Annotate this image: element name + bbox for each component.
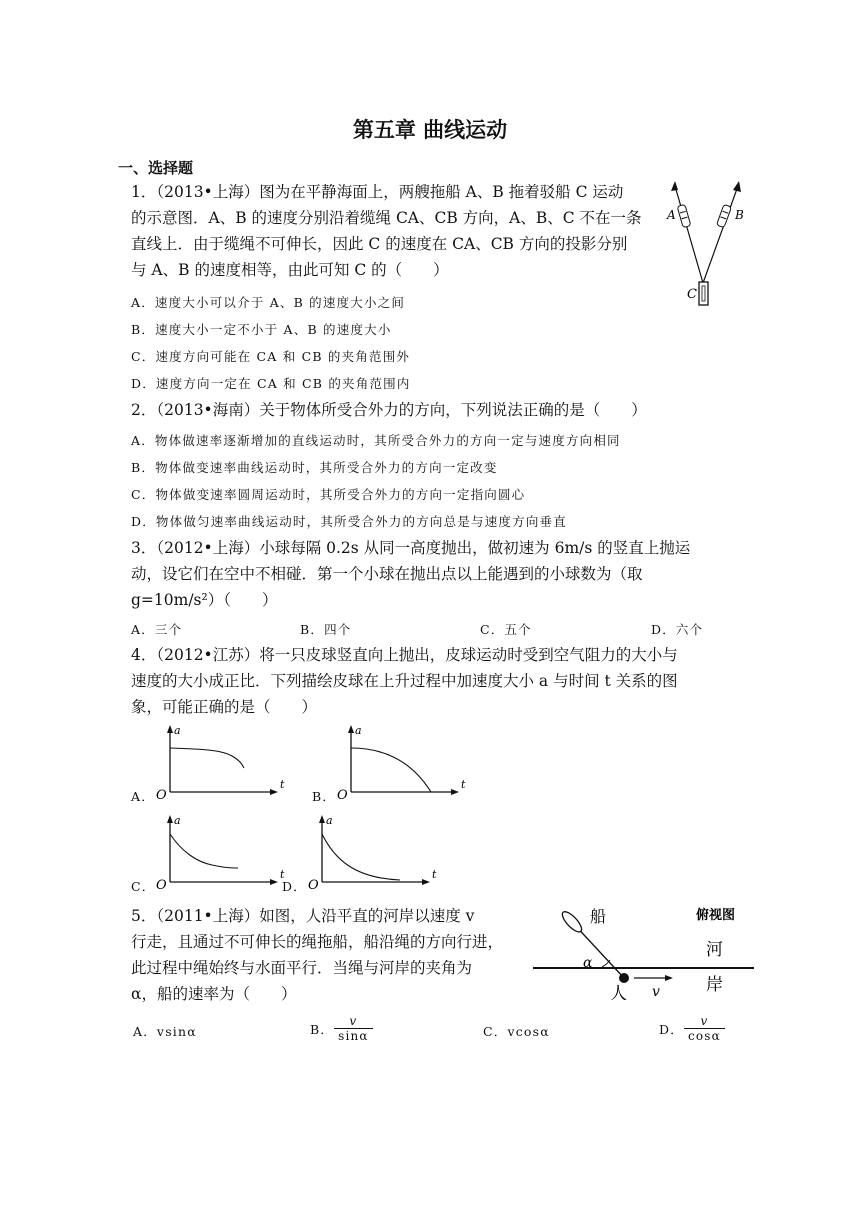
- q4-graph-b: [333, 720, 473, 804]
- q1-stem-line-1: 1．（2013•上海）图为在平静海面上，两艘拖船 A、B 拖着驳船 C 运动: [131, 183, 624, 201]
- q2-option-a: A．物体做速率逐渐增加的直线运动时，其所受合外力的方向一定与速度方向相同: [131, 433, 621, 448]
- q1-stem-line-4: 与 A、B 的速度相等，由此可知 C 的（ ）: [131, 261, 449, 279]
- graph-c-origin: O: [156, 878, 167, 893]
- q3-option-b: B．四个: [300, 622, 352, 637]
- velocity-label: v: [652, 984, 660, 1000]
- q1-stem-line-3: 直线上．由于缆绳不可伸长，因此 C 的速度在 CA、CB 方向的投影分别: [131, 235, 628, 253]
- label-a: A: [667, 208, 676, 222]
- q5-option-d-numerator: v: [700, 1014, 709, 1028]
- q2-option-c: C．物体做变速率圆周运动时，其所受合外力的方向一定指向圆心: [131, 487, 526, 502]
- boat: [559, 909, 584, 935]
- q1-option-c: C．速度方向可能在 CA 和 CB 的夹角范围外: [131, 349, 411, 364]
- q1-tugboat-figure: [660, 178, 760, 310]
- q1-stem-line-2: 的示意图．A、B 的速度分别沿着缆绳 CA、CB 方向，A、B、C 不在一条: [131, 209, 642, 227]
- q4-graph-d: [300, 810, 450, 894]
- q3-stem-line-1: 3．（2012•上海）小球每隔 0.2s 从同一高度抛出，做初速为 6m/s 的竖直上抛运: [131, 539, 691, 557]
- river-label: 河: [706, 940, 723, 960]
- q3-stem-line-2: 动，设它们在空中不相碰．第一个小球在抛出点以上能遇到的小球数为（取: [131, 565, 643, 583]
- graph-d-origin: O: [308, 878, 319, 893]
- q1-option-d: D．速度方向一定在 CA 和 CB 的夹角范围内: [131, 376, 411, 391]
- tugboat-b: [716, 204, 731, 227]
- q5-option-d-denominator: cosα: [684, 1028, 725, 1043]
- q3-option-d: D．六个: [651, 622, 704, 637]
- graph-c-y-label: a: [174, 814, 181, 827]
- barge-c: [699, 282, 708, 305]
- page-title: 第五章 曲线运动: [352, 118, 508, 142]
- q2-option-d: D．物体做匀速率曲线运动时，其所受合外力的方向总是与速度方向垂直: [131, 514, 567, 529]
- q5-option-d: [659, 1014, 725, 1043]
- q5-stem-line-1: 5．（2011•上海）如图，人沿平直的河岸以速度 v: [131, 907, 475, 925]
- bank-label: 岸: [706, 975, 723, 995]
- q1-option-a: A．速度大小可以介于 A、B 的速度大小之间: [131, 295, 406, 310]
- q5-option-d-letter: D．: [659, 1021, 684, 1037]
- q1-option-b: B．速度大小一定不小于 A、B 的速度大小: [131, 322, 392, 337]
- q3-option-a: A．三个: [131, 622, 183, 637]
- q5-stem-line-4: α，船的速率为（ ）: [131, 985, 297, 1003]
- angle-label: α: [583, 955, 593, 971]
- q4-stem-line-1: 4．（2012•江苏）将一只皮球竖直向上抛出，皮球运动时受到空气阻力的大小与: [131, 646, 678, 664]
- q4-option-d-label: D．: [282, 879, 307, 894]
- q5-option-b-letter: B．: [310, 1021, 335, 1037]
- q4-option-c-label: C．: [131, 879, 156, 894]
- q5-option-b: [310, 1014, 373, 1043]
- q3-stem-line-3: g=10m/s²）（ ）: [131, 591, 278, 609]
- label-b: B: [735, 208, 744, 222]
- boat-label: 船: [590, 907, 607, 926]
- q3-option-c: C．五个: [480, 622, 532, 637]
- view-label: 俯视图: [696, 908, 736, 923]
- q5-stem-line-2: 行走，且通过不可伸长的绳拖船，船沿绳的方向行进，: [131, 933, 504, 951]
- graph-b-y-label: a: [355, 724, 362, 737]
- q5-stem-line-3: 此过程中绳始终与水面平行．当绳与河岸的夹角为: [131, 959, 473, 977]
- label-c: C: [687, 287, 697, 302]
- q2-stem: 2．（2013•海南）关于物体所受合外力的方向，下列说法正确的是（ ）: [131, 401, 647, 419]
- q5-option-b-numerator: v: [349, 1014, 358, 1028]
- q4-graph-c: [152, 810, 292, 894]
- graph-a-y-label: a: [174, 724, 181, 737]
- person-label: 人: [610, 984, 627, 1000]
- q5-option-a: A．vsinα: [133, 1024, 197, 1039]
- section-heading: 一、选择题: [118, 159, 194, 177]
- tugboat-a: [677, 204, 691, 227]
- graph-c-x-label: t: [280, 868, 285, 881]
- q4-stem-line-3: 象，可能正确的是（ ）: [131, 698, 318, 716]
- q4-stem-line-2: 速度的大小成正比．下列描绘皮球在上升过程中加速度大小 a 与时间 t 关系的图: [131, 672, 678, 690]
- q5-river-figure: [530, 900, 758, 1000]
- graph-d-x-label: t: [432, 868, 437, 881]
- q5-option-b-denominator: sinα: [334, 1028, 373, 1043]
- q2-option-b: B．物体做变速率曲线运动时，其所受合外力的方向一定改变: [131, 460, 498, 475]
- q4-option-b-label: B．: [312, 789, 337, 804]
- q5-option-d-fraction: [684, 1014, 725, 1043]
- person-dot: [619, 973, 629, 983]
- q5-option-b-fraction: [334, 1014, 373, 1043]
- graph-a-x-label: t: [280, 778, 285, 791]
- graph-a-origin: O: [156, 788, 167, 803]
- q5-option-c: C．vcosα: [483, 1024, 550, 1039]
- graph-d-y-label: a: [326, 814, 333, 827]
- q4-graph-a: [152, 720, 292, 804]
- q4-option-a-label: A．: [131, 789, 155, 804]
- graph-b-x-label: t: [461, 778, 466, 791]
- graph-b-origin: O: [337, 788, 348, 803]
